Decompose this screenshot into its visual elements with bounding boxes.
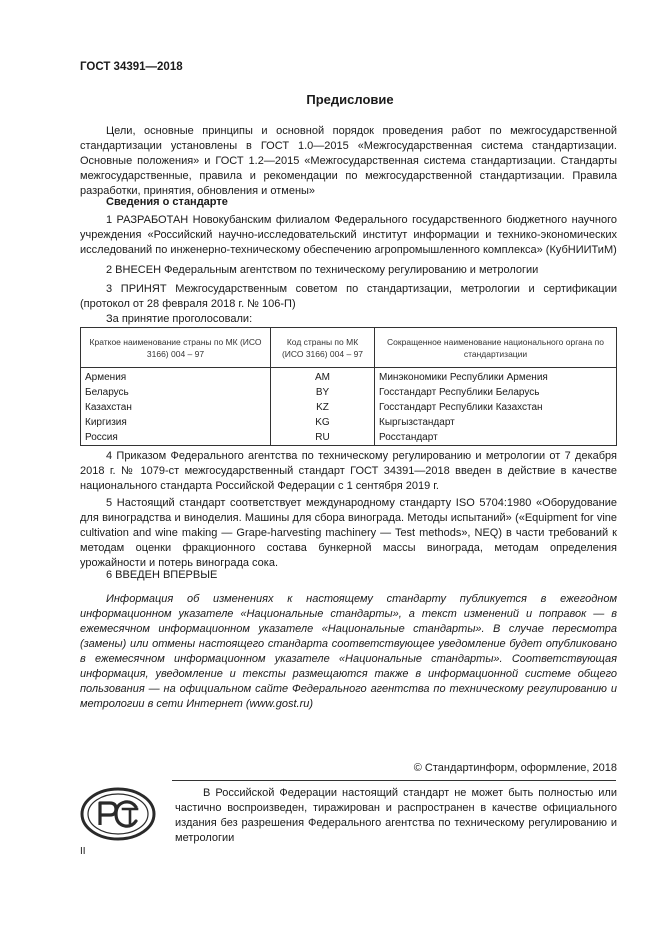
header-country-name: Краткое наименование страны по МК (ИСО 3166) 004 – 97: [81, 328, 271, 368]
cell-country: Беларусь: [81, 385, 271, 400]
table-row: [81, 400, 617, 415]
cell-country: Киргизия: [81, 415, 271, 430]
cell-country: Казахстан: [81, 400, 271, 415]
intro-paragraph: Цели, основные принципы и основной порядок проведения работ по межгосударственной стандартизации установлены в ГОСТ 1.0—2015 «Межгосударственная система стандартизации. Основные положения» и ГОСТ 1.2—2015 «Межгосударственная система стандартизации. Стандарты межгосударственные, правила и рекомендации по межгосударственной стандартизации. Правила разработки, принятия, обновления и отмены»: [80, 125, 617, 197]
cell-code: RU: [271, 430, 375, 446]
page-number: II: [80, 846, 86, 857]
section-heading: Сведения о стандарте: [106, 196, 228, 208]
cell-body: Госстандарт Республики Беларусь: [375, 385, 617, 400]
vote-table: [80, 327, 617, 446]
table-row: [81, 430, 617, 446]
page-title: Предисловие: [306, 92, 394, 107]
item-2-submitted: 2 ВНЕСЕН Федеральным агентством по техническому регулированию и метрологии: [106, 264, 539, 276]
divider: [172, 780, 616, 781]
table-header-row: [81, 328, 617, 368]
item-4-order: 4 Приказом Федерального агентства по техническому регулированию и метрологии от 7 декабря 2018 г. № 1079-ст межгосударственный стандарт ГОСТ 34391—2018 введен в действие в качестве национального стандарта Российской Федерации с 1 сентября 2019 г.: [80, 450, 617, 492]
table-row: [81, 385, 617, 400]
cell-country: Россия: [81, 430, 271, 446]
cell-code: KG: [271, 415, 375, 430]
rst-certification-mark-icon: [80, 787, 156, 841]
header-country-code: Код страны по МК (ИСО 3166) 004 – 97: [271, 328, 375, 368]
table-row: [81, 415, 617, 430]
copyright-line: © Стандартинформ, оформление, 2018: [413, 762, 617, 774]
cell-body: Кыргызстандарт: [375, 415, 617, 430]
item-3-adopted: 3 ПРИНЯТ Межгосударственным советом по стандартизации, метрологии и сертификации (протокол от 28 февраля 2018 г. № 106-П): [80, 283, 617, 310]
table-row: [81, 368, 617, 386]
item-1-developed: 1 РАЗРАБОТАН Новокубанским филиалом Федерального государственного бюджетного научного учреждения «Российский научно-исследовательский институт информации и технико-экономических исследований по инженерно-техническому обеспечению агропромышленного комплекса» (КубНИИТиМ): [80, 214, 617, 256]
item-5-conformity: 5 Настоящий стандарт соответствует международному стандарту ISO 5704:1980 «Оборудование для виноградства и виноделия. Машины для сбора винограда. Методы испытаний» («Equipment for vine cultivation and wine making — Grape-harvesting machinery — Test methods», NEQ) в части требований к методам оценки фракционного состава бункерной массы винограда, методам определения урожайности и потерь винограда сока.: [80, 497, 617, 569]
cell-code: AM: [271, 368, 375, 386]
legal-notice: В Российской Федерации настоящий стандарт не может быть полностью или частично воспроизведен, тиражирован и распространен в качестве официального издания без разрешения Федерального агентства по техническому регулированию и метрологии: [175, 787, 617, 844]
header-standards-body: Сокращенное наименование национального органа по стандартизации: [375, 328, 617, 368]
standard-code: ГОСТ 34391—2018: [80, 61, 183, 73]
cell-body: Минэкономики Республики Армения: [375, 368, 617, 386]
item-6-introduced: 6 ВВЕДЕН ВПЕРВЫЕ: [106, 569, 218, 581]
vote-caption: За принятие проголосовали:: [106, 313, 253, 325]
cell-country: Армения: [81, 368, 271, 386]
cell-body: Госстандарт Республики Казахстан: [375, 400, 617, 415]
cell-body: Росстандарт: [375, 430, 617, 446]
cell-code: KZ: [271, 400, 375, 415]
info-notice: Информация об изменениях к настоящему стандарту публикуется в ежегодном информационном указателе «Национальные стандарты», а текст изменений и поправок — в ежемесячном информационном указателе «Национальные стандарты». В случае пересмотра (замены) или отмены настоящего стандарта соответствующее уведомление будет опубликовано в ежемесячном информационном указателе «Национальные стандарты». Соответствующая информация, уведомление и тексты размещаются также в информационной системе общего пользования — на официальном сайте Федерального агентства по техническому регулированию и метрологии в сети Интернет (www.gost.ru): [80, 593, 617, 710]
cell-code: BY: [271, 385, 375, 400]
